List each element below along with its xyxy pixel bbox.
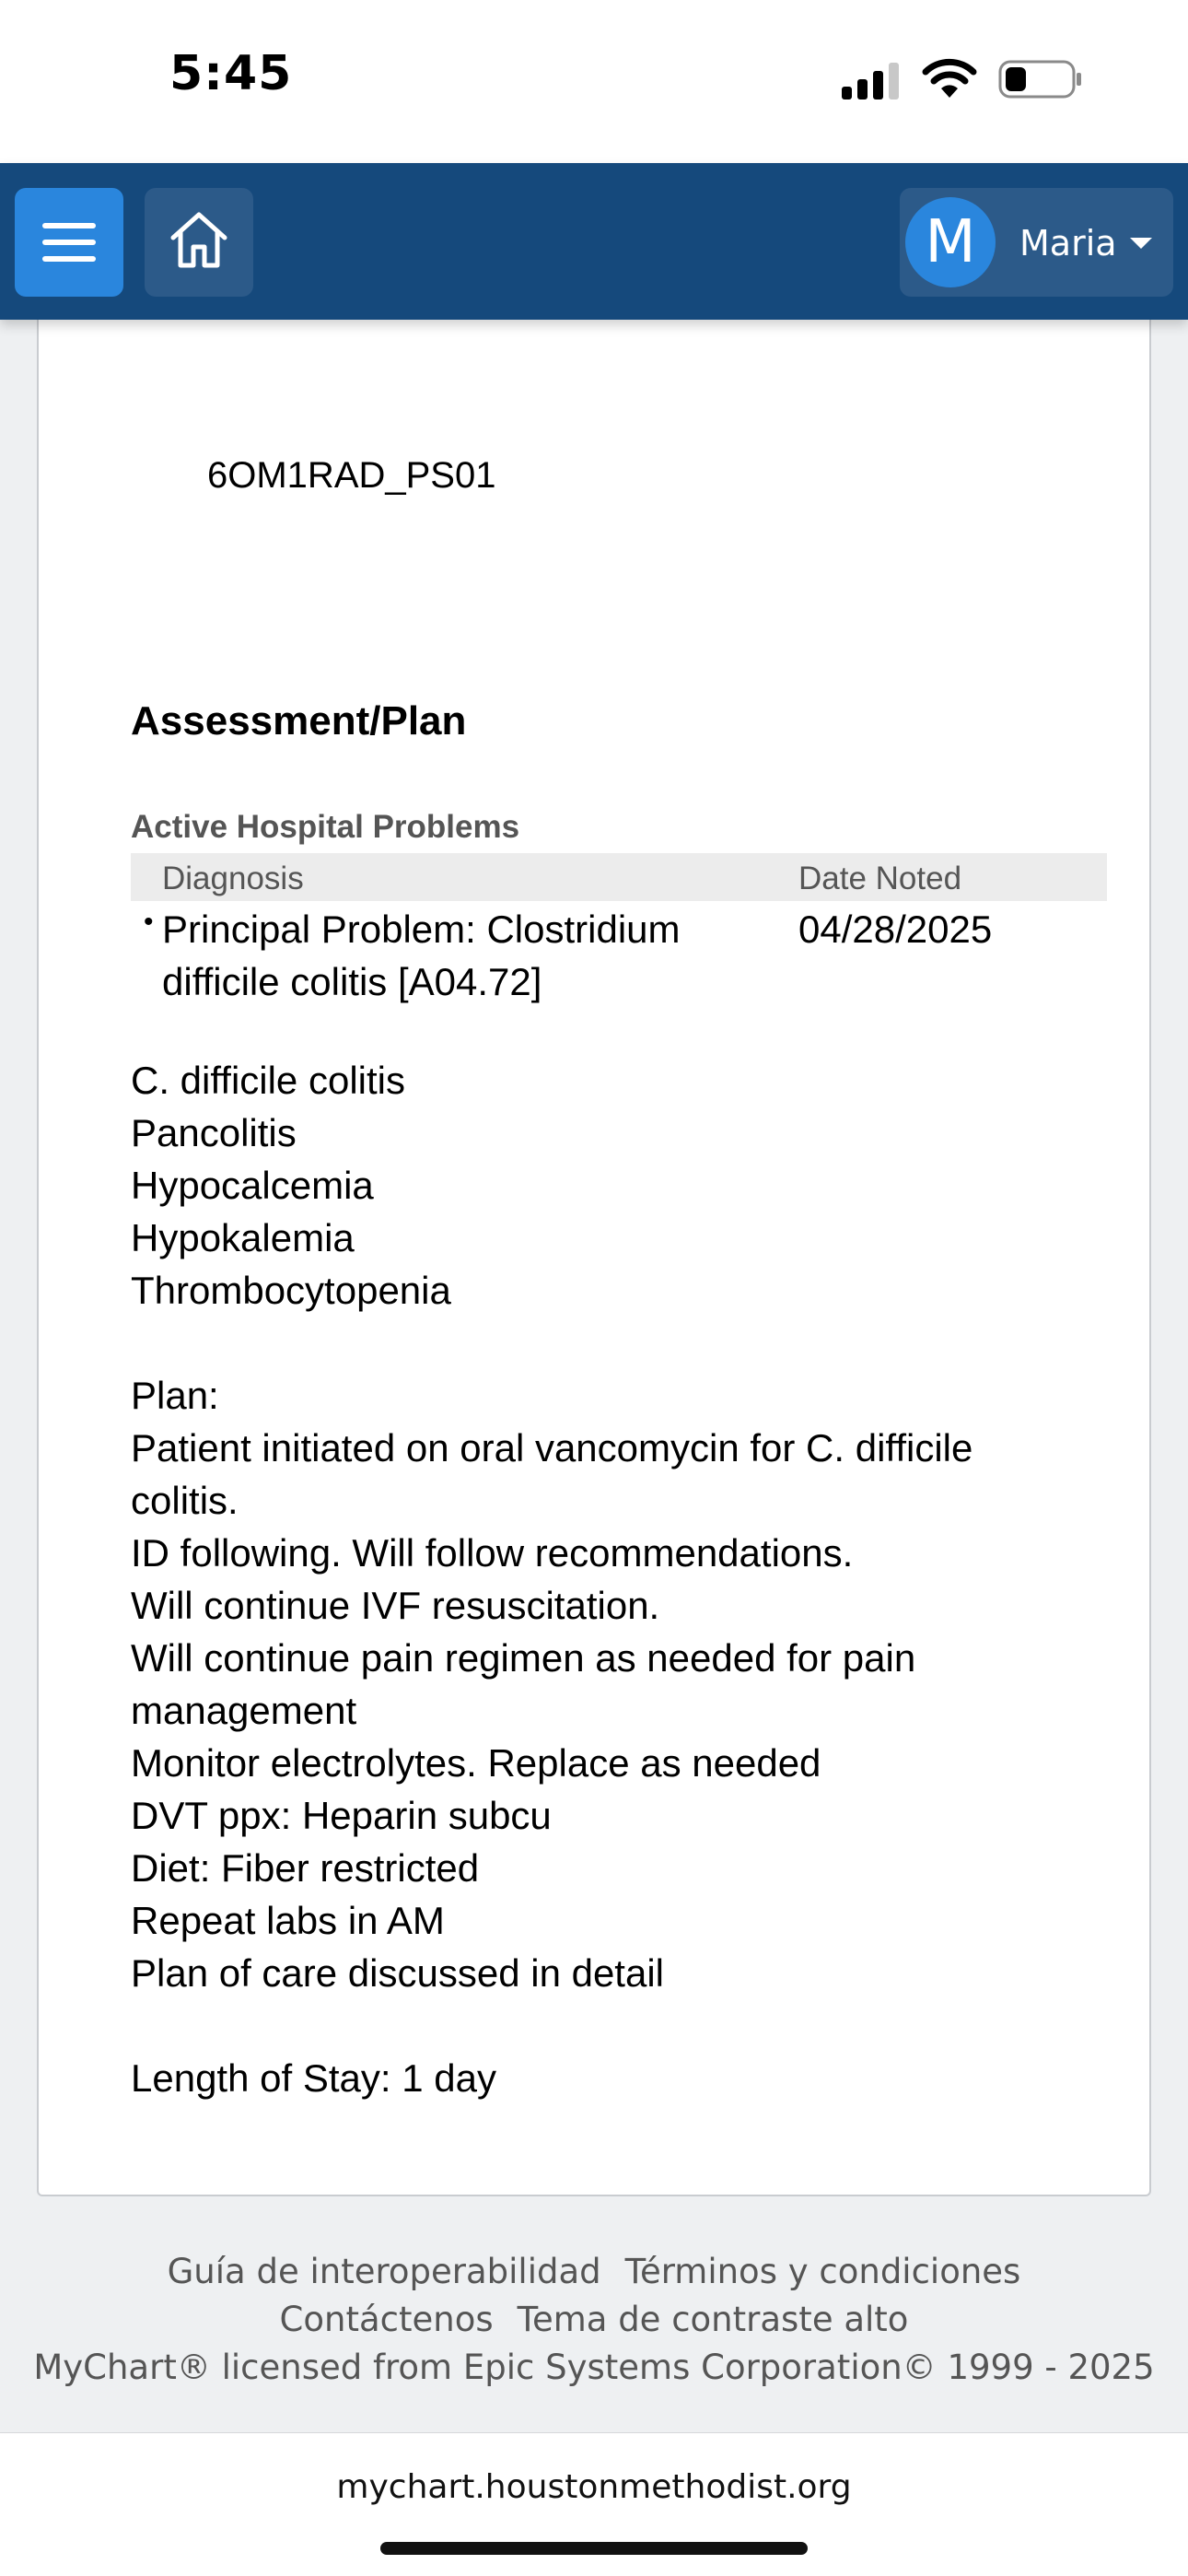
plan-item: Plan of care discussed in detail [131, 1951, 664, 1995]
column-header-date-noted: Date Noted [798, 861, 962, 896]
user-name: Maria [1019, 223, 1117, 263]
app-header [0, 163, 1188, 320]
plan-item: Monitor electrolytes. Replace as needed [131, 1741, 821, 1785]
footer-link-terms[interactable]: Términos y condiciones [624, 2252, 1021, 2291]
menu-button[interactable] [15, 188, 123, 297]
plan-item: Diet: Fiber restricted [131, 1846, 480, 1890]
status-time: 5:45 [169, 46, 293, 101]
plan-label: Plan: [131, 1374, 219, 1417]
diagnosis-line: Pancolitis [131, 1111, 297, 1154]
footer-link-interoperability[interactable]: Guía de interoperabilidad [167, 2252, 601, 2291]
diagnosis-line: C. difficile colitis [131, 1059, 405, 1102]
battery-icon [998, 59, 1083, 100]
plan-item: ID following. Will follow recommendations. [131, 1531, 854, 1575]
problems-label: Active Hospital Problems [131, 809, 520, 845]
chevron-down-icon [1130, 238, 1152, 249]
bullet: • [144, 907, 154, 937]
length-of-stay: Length of Stay: 1 day [131, 2056, 496, 2100]
plan-item: Will continue IVF resuscitation. [131, 1584, 660, 1627]
note-body [131, 1054, 1089, 2104]
diagnosis-line: Thrombocytopenia [131, 1269, 451, 1312]
column-header-diagnosis: Diagnosis [162, 861, 304, 896]
spacer [131, 1317, 1089, 1369]
document-code: 6OM1RAD_PS01 [207, 455, 496, 496]
page-footer [0, 2248, 1188, 2392]
footer-link-high-contrast[interactable]: Tema de contraste alto [517, 2300, 909, 2339]
status-bar [0, 0, 1188, 163]
diagnosis-line: Hypocalcemia [131, 1164, 374, 1207]
url-text[interactable]: mychart.houstonmethodist.org [336, 2468, 852, 2506]
plan-item: Will continue pain regimen as needed for pain management [131, 1636, 916, 1732]
cellular-signal-icon [842, 61, 901, 100]
clinical-note-card [37, 295, 1151, 2196]
browser-url-bar [0, 2432, 1188, 2576]
home-indicator [380, 2542, 808, 2555]
diagnosis-line: Hypokalemia [131, 1216, 355, 1259]
footer-link-contact[interactable]: Contáctenos [279, 2300, 494, 2339]
avatar: M [905, 197, 996, 287]
home-button[interactable] [145, 188, 253, 297]
plan-item: DVT ppx: Heparin subcu [131, 1794, 552, 1837]
section-title: Assessment/Plan [131, 698, 467, 744]
table-header [131, 853, 1107, 901]
plan-item: Repeat labs in AM [131, 1899, 445, 1942]
user-menu-button[interactable] [900, 188, 1173, 297]
diagnosis-cell: Principal Problem: Clostridium difficile colitis [A04.72] [162, 907, 681, 1003]
home-icon [169, 210, 228, 271]
table-row [131, 901, 1107, 1012]
problems-table [131, 853, 1107, 1012]
spacer [131, 1999, 1089, 2052]
plan-item: Patient initiated on oral vancomycin for C. difficile colitis. [131, 1426, 973, 1522]
date-noted-cell: 04/28/2025 [798, 907, 993, 951]
wifi-icon [921, 55, 978, 100]
license-text: MyChart® licensed from Epic Systems Corporation© 1999 - 2025 [33, 2348, 1155, 2387]
